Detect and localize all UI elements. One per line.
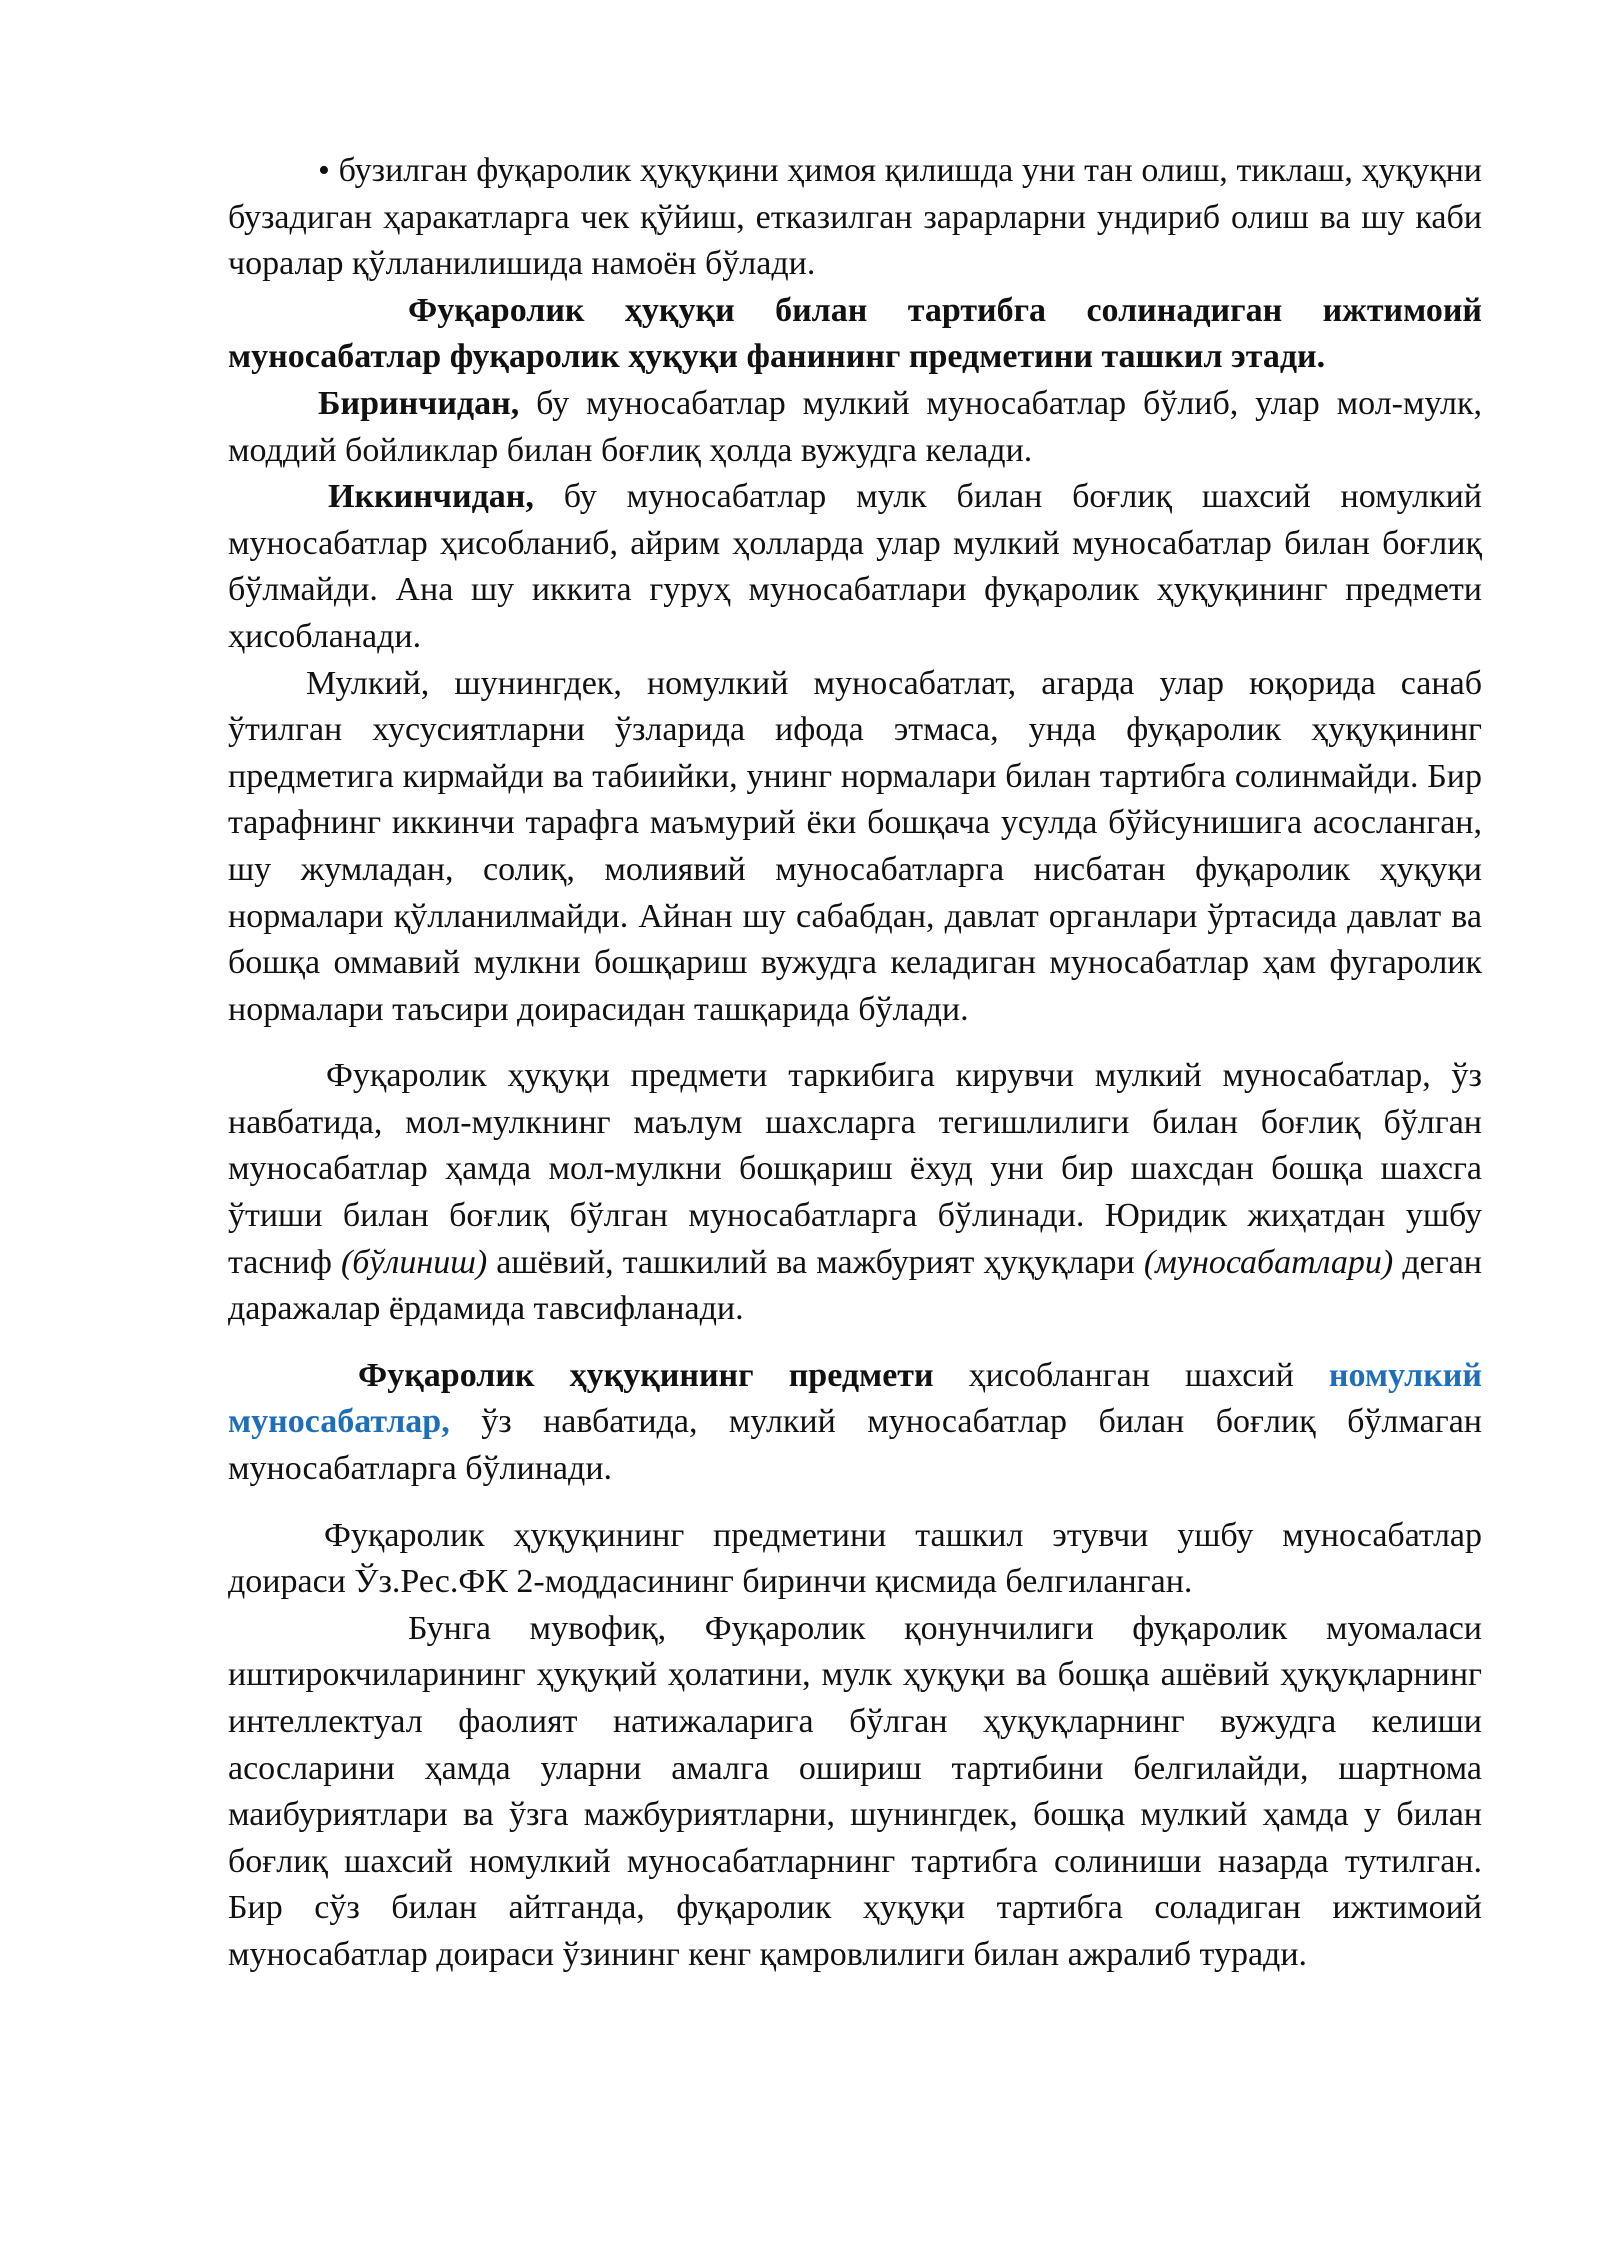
paragraph-first bbox=[228, 381, 1482, 474]
paragraph-property bbox=[228, 661, 1482, 1034]
highlighted-term: номулкий муносабатлар, bbox=[228, 1356, 1482, 1441]
italic-term: (бўлиниш) bbox=[340, 1243, 488, 1281]
paragraph-text: Фуқаролик ҳуқуқининг предметини ташкил этувчи ушбу муносабатлар доираси Ўз.Рес.ФК 2-моддасининг биринчи қисмида белгиланган. bbox=[228, 1516, 1482, 1601]
paragraph-bullet bbox=[228, 148, 1482, 288]
document-page bbox=[228, 148, 1482, 1979]
lead-word: Иккинчидан, bbox=[328, 478, 534, 516]
lead-phrase: Фуқаролик ҳуқуқининг предмети bbox=[358, 1356, 934, 1394]
paragraph-text: Бунга мувофиқ, Фуқаролик қонунчилиги фуқаролик муомаласи иштирокчиларининг ҳуқуқий ҳолатини, мулк ҳуқуқи ва бошқа ашёвий ҳуқуқларнинг интеллектуал фаолият натижаларига бўлган ҳуқуқларнинг вужудга келиши асосларини ҳамда уларни амалга ошириш тартибини белгилайди, шартнома маибуриятлари ва ўзга мажбуриятларни, шунингдек, бошқа мулкий ҳамда у билан боғлиқ шахсий номулкий муносабатларнинг тартибга солиниши назарда тутилган. Бир сўз билан айтганда, фуқаролик ҳуқуқи тартибга соладиган ижтимоий муносабатлар доираси ўзининг кенг қамровлилиги билан ажралиб туради. bbox=[228, 1609, 1482, 1973]
paragraph-text: ҳисобланган шахсий bbox=[933, 1356, 1329, 1394]
paragraph-accordingly bbox=[228, 1606, 1482, 1979]
lead-word: Биринчидан, bbox=[318, 384, 520, 422]
paragraph-text: бузилган фуқаролик ҳуқуқини ҳимоя қилишда уни тан олиш, тиклаш, ҳуқуқни бузадиган ҳаракатларга чек қўйиш, етказилган зарарларни ундириб олиш ва шу каби чоралар қўлланилишида намоён бўлади. bbox=[228, 152, 1483, 283]
paragraph-second bbox=[228, 474, 1482, 660]
bullet-mark: • bbox=[318, 152, 330, 189]
paragraph-text: деган даражалар ёрдамида тавсифланади. bbox=[228, 1243, 1482, 1328]
paragraph-subject-composition bbox=[228, 1053, 1482, 1333]
italic-term: (муносабатлари) bbox=[1143, 1243, 1394, 1281]
paragraph-text: Фуқаролик ҳуқуқи предмети таркибига кирувчи мулкий муносабатлар, ўз навбатида, мол-мулкнинг маълум шахсларга тегишлилиги билан боғлиқ бўлган муносабатлар ҳамда мол-мулкни бошқариш ёхуд уни бир шахсдан бошқа шахсга ўтиши билан боғлиқ бўлган муносабатларга бўлинади. Юридик жиҳатдан ушбу тасниф bbox=[228, 1057, 1482, 1281]
paragraph-text: Мулкий, шунингдек, номулкий муносабатлат, агарда улар юқорида санаб ўтилган хусусиятларни ўзларида ифода этмаса, унда фуқаролик ҳуқуқининг предметига кирмайди ва табиийки, унинг нормалари билан тартибга солинмайди. Бир тарафнинг иккинчи тарафга маъмурий ёки бошқача усулда бўйсунишига асосланган, шу жумладан, солиқ, молиявий муносабатларга нисбатан фуқаролик ҳуқуқи нормалари қўлланилмайди. Айнан шу сабабдан, давлат органлари ўртасида давлат ва бошқа оммавий мулкни бошқариш вужудга келадиган муносабатлар ҳам фугаролик нормалари таъсири доирасидан ташқарида бўлади. bbox=[228, 664, 1482, 1028]
paragraph-scope bbox=[228, 1513, 1482, 1606]
paragraph-bold-thesis bbox=[228, 288, 1482, 381]
paragraph-text: ўз навбатида, мулкий муносабатлар билан боғлиқ бўлмаган муносабатларга бўлинади. bbox=[228, 1403, 1482, 1488]
paragraph-text: ашёвий, ташкилий ва мажбурият ҳуқуқлари bbox=[487, 1243, 1144, 1281]
paragraph-nonproperty bbox=[228, 1353, 1482, 1493]
paragraph-text: бу муносабатлар мулкий муносабатлар бўлиб, улар мол-мулк, моддий бойликлар билан боғлиқ ҳолда вужудга келади. bbox=[228, 384, 1482, 469]
paragraph-text: Фуқаролик ҳуқуқи билан тартибга солинадиган ижтимоий муносабатлар фуқаролик ҳуқуқи фанининг предметини ташкил этади. bbox=[228, 291, 1482, 376]
paragraph-text: бу муносабатлар мулк билан боғлиқ шахсий номулкий муносабатлар ҳисобланиб, айрим ҳолларда улар мулкий муносабатлар билан боғлиқ бўлмайди. Ана шу иккита гуруҳ муносабатлари фуқаролик ҳуқуқининг предмети ҳисобланади. bbox=[228, 478, 1482, 655]
